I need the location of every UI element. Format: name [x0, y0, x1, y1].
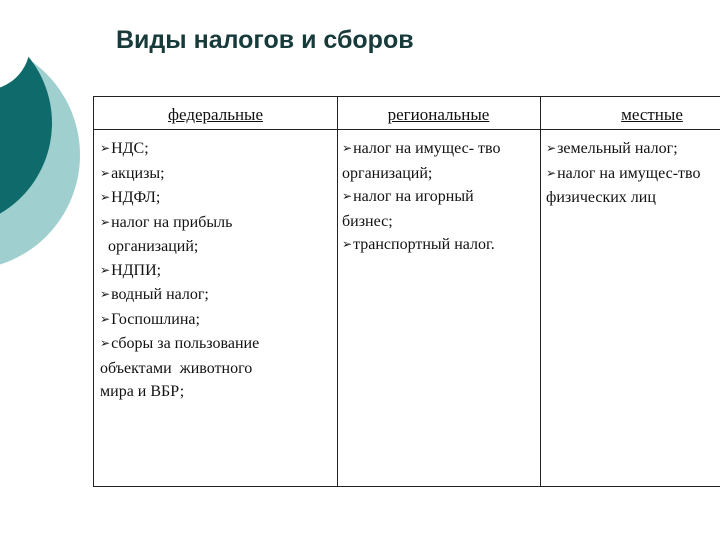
tax-list-item	[100, 211, 259, 236]
tax-list-item	[100, 137, 259, 162]
arrow-bullet-icon: ➢	[100, 141, 111, 155]
tax-list-item	[100, 235, 259, 259]
tax-list-text: налог на имущес-тво	[557, 164, 701, 182]
header-divider	[94, 129, 720, 130]
tax-list-item	[100, 259, 259, 284]
arrow-bullet-icon: ➢	[342, 237, 353, 251]
tax-list-text: физических лиц	[546, 189, 656, 206]
tax-list-item	[100, 283, 259, 308]
tax-list-item	[342, 210, 500, 234]
tax-list-text: организаций;	[100, 238, 199, 255]
tax-list-text: транспортный налог.	[353, 236, 495, 253]
arrow-bullet-icon: ➢	[100, 311, 111, 326]
tax-list-text: налог на игорный	[353, 188, 474, 205]
tax-list-item	[100, 162, 259, 187]
tax-list-text: земельный налог;	[557, 140, 678, 157]
arrow-bullet-icon: ➢	[546, 165, 557, 180]
arrow-bullet-icon: ➢	[100, 262, 111, 277]
tax-list-text: организаций;	[342, 164, 433, 182]
tax-table	[93, 96, 720, 487]
tax-list-text: водный налог;	[111, 286, 209, 303]
tax-list-item	[546, 186, 700, 210]
tax-list-text: акцизы;	[111, 164, 165, 182]
tax-list-item	[100, 332, 259, 357]
tax-list-item	[546, 137, 700, 162]
tax-list-text: объектами животного	[100, 359, 253, 377]
arrow-bullet-icon: ➢	[100, 165, 111, 180]
tax-list-text: сборы за пользование	[111, 335, 260, 352]
tax-list-item	[100, 357, 259, 381]
tax-list-item	[546, 162, 700, 187]
tax-list-text: НДС;	[111, 140, 149, 157]
tax-list-item	[100, 308, 259, 333]
arrow-bullet-icon: ➢	[100, 190, 111, 204]
tax-list-item	[342, 137, 500, 162]
tax-list-item	[342, 162, 500, 186]
tax-list-text: бизнес;	[342, 212, 393, 230]
arrow-bullet-icon: ➢	[342, 189, 353, 203]
header-federal: федеральные	[167, 105, 264, 124]
tax-list-text: НДПИ;	[111, 261, 162, 279]
tax-list-item	[100, 380, 259, 404]
column-divider	[540, 97, 541, 486]
tax-list-text: Госпошлина;	[111, 310, 200, 328]
tax-list-text: налог на имущес- тво	[353, 140, 501, 157]
arrow-bullet-icon: ➢	[100, 287, 111, 301]
header-regional: региональные	[387, 105, 490, 124]
regional-taxes-list	[342, 137, 500, 258]
tax-list-item	[100, 186, 259, 211]
decorative-circles	[0, 0, 90, 300]
tax-list-text: НДФЛ;	[111, 189, 161, 206]
federal-taxes-list	[100, 137, 259, 404]
tax-list-item	[342, 185, 500, 210]
local-taxes-list	[546, 137, 700, 210]
tax-list-text: мира и ВБР;	[100, 383, 185, 400]
column-divider	[337, 97, 338, 486]
header-local: местные	[621, 105, 683, 124]
tax-list-item	[342, 233, 500, 258]
tax-list-text: налог на прибыль	[111, 213, 233, 231]
arrow-bullet-icon: ➢	[100, 214, 111, 229]
arrow-bullet-icon: ➢	[342, 141, 353, 155]
slide-title: Виды налогов и сборов	[116, 26, 414, 54]
arrow-bullet-icon: ➢	[100, 336, 111, 350]
arrow-bullet-icon: ➢	[546, 141, 557, 155]
